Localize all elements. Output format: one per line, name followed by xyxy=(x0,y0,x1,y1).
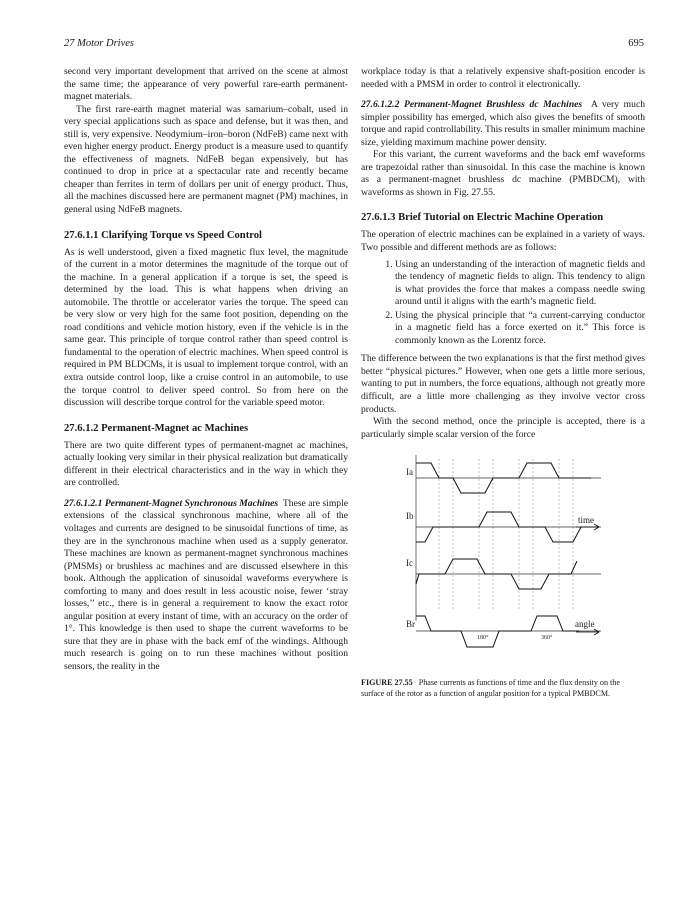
numbered-list xyxy=(361,259,645,348)
paragraph: workplace today is that a relatively expensive shaft-position encoder is needed with a PMSM in order to control it electronically. xyxy=(361,66,645,90)
angle-label: angle xyxy=(575,619,595,630)
br-label: Br xyxy=(406,619,415,630)
paragraph-text: A very much simpler possibility has emerged, which also gives the benefits of smooth torque and rapid controllability. This results in smaller minimum machine size, yielding maximum machine power density. xyxy=(361,99,645,148)
paragraph-text: These are simple extensions of the classical synchronous machine, where all of the voltages and currents are designed to be sinusoidal functions of time, as they are in the synchronous machine when used as a supply generator. These machines are known as permanent-magnet synchronous machines (PMSMs) or brushless ac machines and are discussed elsewhere in this book. Although the application of sinusoidal waveforms everywhere is comforting to many and does result in less acoustic noise, fewer ‘stray losses,’’ etc., there is in general a requirement to know the exact rotor angular position at every instant of time, with an accuracy on the order of 1°. This knowledge is then used to shape the current waveforms to be sure that they are in phase with the back emf of the windings. Although much research is going on to run these machines without position sensors, the reality in the xyxy=(64,497,349,672)
paragraph: There are two quite different types of permanent-magnet ac machines, actually looking very similar in their physical realization but dramatically different in their electrical characteristics and in the way in which they are controlled. xyxy=(64,439,348,489)
section-heading: 27.6.1.3 Brief Tutorial on Electric Machine Operation xyxy=(361,212,604,224)
paragraph: second very important development that arrived on the scene at almost the same time; the appearance of very powerful rare-earth permanent-magnet materials. xyxy=(64,66,348,103)
ib-label: Ib xyxy=(406,511,414,522)
section-heading: 27.6.1.2 Permanent-Magnet ac Machines xyxy=(64,422,249,434)
ic-waveform xyxy=(416,559,577,589)
list-item: 1. Using an understanding of the interaction of magnetic fields and the tendency of magnetic fields to align. This tendency to align is what provides the force that makes a compass needle swing around until it aligns with the earth’s magnetic field. xyxy=(395,259,645,309)
figure-27-55 xyxy=(361,451,645,673)
paragraph xyxy=(64,498,348,674)
figure-caption xyxy=(361,677,645,699)
subsection-heading: 27.6.1.2.1 Permanent-Magnet Synchronous Machines xyxy=(64,497,279,509)
caption-text: Phase currents as functions of time and the flux density on the surface of the rotor as a function of angular position for a typical PMBDCM. xyxy=(361,678,620,699)
running-head: 27 Motor Drives xyxy=(64,38,134,49)
subsection-heading: 27.6.1.2.2 Permanent-Magnet Brushless dc Machines xyxy=(361,99,583,111)
time-label: time xyxy=(578,515,594,526)
angle-arrow xyxy=(576,629,599,635)
page-header xyxy=(64,38,644,52)
left-column xyxy=(64,66,348,674)
ic-label: Ic xyxy=(406,558,413,569)
paragraph: The operation of electric machines can be explained in a variety of ways. Two possible and different methods are as follows: xyxy=(361,229,645,254)
waveform-diagram xyxy=(361,451,645,673)
page-number: 695 xyxy=(628,38,644,49)
angle-180-label: 180° xyxy=(477,635,489,642)
right-column xyxy=(361,66,645,699)
ia-label: Ia xyxy=(406,467,413,478)
paragraph: With the second method, once the principle is accepted, there is a particularly simple scalar version of the force xyxy=(361,416,645,440)
paragraph: For this variant, the current waveforms and the back emf waveforms are trapezoidal rather than sinusoidal. In this case the machine is known as a permanent-magnet brushless dc machine (PMBDCM), with waveforms as shown in Fig. 27.55. xyxy=(361,149,645,198)
figure-number: FIGURE 27.55 xyxy=(361,678,413,688)
angle-360-label: 360° xyxy=(541,635,553,642)
paragraph xyxy=(361,99,645,149)
paragraph: The difference between the two explanations is that the first method gives better “physical pictures.” However, when one gets a little more serious, wanting to put in numbers, the force equations, although not greatly more difficult, are a little more challenging as they involve vector cross products. xyxy=(361,353,645,415)
ia-waveform xyxy=(416,463,591,493)
br-waveform xyxy=(416,616,579,647)
timing-gridlines xyxy=(439,459,573,611)
paragraph: As is well understood, given a fixed magnetic flux level, the magnitude of the current in a motor determines the magnitude of the torque out of the machine. In a general application if a torque is set, the speed is determined by the load. This is what happens when driving an automobile. The throttle or accelerator varies the torque. The speed can be very slow or very high for the same foot position, depending on the road conditions and vehicle motion history, even if the vehicle is in the same gear. This principle of torque control rather than speed control is fundamental to the operation of electric machines. When speed control is required in PM BLDCMs, it is usual to implement torque control, with an extra outside control loop, like a cruise control in an automobile, to use the torque control to deliver speed control. So from here on the discussion will describe torque control for the variable speed motor. xyxy=(64,246,348,409)
section-heading: 27.6.1.1 Clarifying Torque vs Speed Control xyxy=(64,229,262,241)
paragraph: The first rare-earth magnet material was samarium–cobalt, used in very special applications such as space and defense, but it was then, and still is, very expensive. Neodymium–iron–boron (NdFeB) came next with even higher energy product. Energy product is a measure used to quantify the effectiveness of magnets. NdFeB began expensively, but has continued to drop in price at a spectacular rate and recently became cheaper than ferrites in term of dollars per unit of energy product. Thus, all the machines discussed here are permanent magnet (PM) machines, in general using NdFeB magnets. xyxy=(64,103,348,216)
list-item: 2. Using the physical principle that “a current-carrying conductor in a magnetic field has a force exerted on it.” This force is commonly known as the Lorentz force. xyxy=(395,310,645,348)
